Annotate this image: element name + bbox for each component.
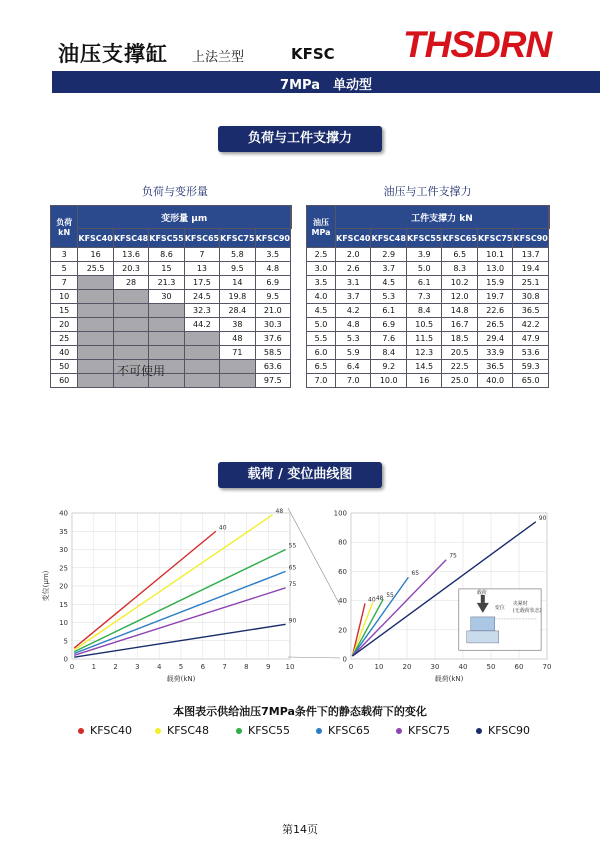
legend-dot-icon [316,728,322,734]
table-cell: 44.2 [184,318,219,332]
table-cell: 33.9 [477,346,512,360]
model-code: KFSC [291,45,335,63]
table-cell: 13.6 [113,248,148,262]
table-cell: 3.9 [406,248,441,262]
table-row [307,346,550,360]
legend-dot-icon [78,728,84,734]
table-row [51,248,292,262]
table-row [307,262,550,276]
left-table-caption: 负荷与变形量 [142,185,208,198]
table-cell: 8.3 [442,262,477,276]
table-row [51,290,292,304]
x-tick-label: 1 [91,663,97,671]
y-tick-label: 40 [59,509,68,518]
table-cell: 13.7 [513,248,548,262]
series-label: 55 [386,592,394,600]
table-cell: 21.0 [255,304,290,318]
table-cell: 2.0 [336,248,371,262]
table-cell: 15.9 [477,276,512,290]
table-row [51,346,292,360]
row-header-cell: 3.0 [307,262,336,276]
table-cell [184,374,219,388]
row-header-cell: 6.5 [307,360,336,374]
series-label: 55 [288,542,297,550]
table-cell: 30.8 [513,290,548,304]
table-cell: 32.3 [184,304,219,318]
column-header: KFSC65 [184,229,219,248]
row-header-cell: 6.0 [307,346,336,360]
table-cell [78,318,113,332]
y-tick-label: 10 [59,619,68,627]
table-cell [220,360,255,374]
table-corner-header [51,206,78,248]
legend-item [155,724,209,737]
table-cell [78,332,113,346]
row-header-cell: 4.0 [307,290,336,304]
y-axis-label: 变位(μm) [42,570,50,602]
table-cell: 11.5 [406,332,441,346]
column-header: KFSC40 [78,229,113,248]
table-cell: 30 [149,290,184,304]
legend-dot-icon [476,728,482,734]
row-header-cell: 3 [51,248,78,262]
legend-label: KFSC55 [248,724,291,737]
table-cell: 8.4 [371,346,406,360]
y-tick-label: 25 [59,564,68,573]
series-label: 75 [449,552,457,560]
x-tick-label: 7 [222,663,227,671]
x-tick-label: 2 [113,663,118,671]
x-tick-label: 0 [69,663,75,671]
table-cell: 2.6 [336,262,371,276]
column-header: KFSC65 [442,229,477,248]
legend-item [236,724,290,737]
chart-note: 本图表示供给油压7MPa条件下的静态载荷下的变化 [173,705,427,718]
y-tick-label: 0 [63,655,68,664]
table-group-header-blank [291,206,292,229]
row-header-cell: 50 [51,360,78,374]
series-label: 65 [411,570,420,578]
table-cell: 18.5 [442,332,477,346]
table-cell: 17.5 [184,276,219,290]
table-cell: 6.5 [442,248,477,262]
legend-item [78,724,132,737]
inset-label-clamp: 夹紧时 [512,600,528,607]
not-usable-label: 不可使用 [117,364,166,378]
table-cell: 65.0 [513,374,548,388]
table-cell: 22.6 [477,304,512,318]
table-cell: 16.7 [442,318,477,332]
table-cell: 10.1 [477,248,512,262]
legend-item [396,724,450,737]
table-cell: 4.8 [336,318,371,332]
series-label: 90 [288,617,297,625]
table-cell: 3.5 [255,248,290,262]
row-header-cell: 60 [51,374,78,388]
table-cell: 24.5 [184,290,219,304]
table-cell: 3.1 [336,276,371,290]
y-tick-label: 0 [342,655,347,664]
table-cell: 97.5 [255,374,290,388]
table-cell: 13 [184,262,219,276]
y-tick-label: 100 [333,509,347,518]
table-cell: 14 [220,276,255,290]
x-tick-label: 5 [178,663,184,671]
table-cell: 8.6 [149,248,184,262]
table-cell: 7 [184,248,219,262]
table-cell [149,318,184,332]
brand-logo: THSDRN [403,24,552,65]
table-cell [149,346,184,360]
table-cell: 2.9 [371,248,406,262]
table-cell: 30.3 [255,318,290,332]
table-cell: 47.9 [513,332,548,346]
legend-label: KFSC75 [408,724,451,737]
table-cell: 7.6 [371,332,406,346]
table-row [307,374,550,388]
x-tick-label: 3 [135,663,140,671]
legend-dot-icon [396,728,402,734]
row-header-cell: 5.0 [307,318,336,332]
x-tick-label: 8 [244,663,249,671]
column-header: KFSC55 [406,229,441,248]
corner-text: 油压 MPa [311,217,331,237]
x-tick-label: 70 [542,663,552,671]
y-tick-label: 35 [59,527,68,536]
table-cell [113,290,148,304]
column-header: KFSC75 [220,229,255,248]
table-cell: 5.8 [220,248,255,262]
table-cell: 37.6 [255,332,290,346]
y-tick-label: 80 [338,538,347,547]
table-row [307,332,550,346]
table-cell: 9.5 [255,290,290,304]
table-cell [220,374,255,388]
section-title-curve: 载荷 / 变位曲线图 [218,462,382,488]
table-cell: 26.5 [477,318,512,332]
table-cell: 14.5 [406,360,441,374]
table-cell [113,318,148,332]
column-header: KFSC90 [255,229,290,248]
legend-dot-icon [155,728,161,734]
column-header: KFSC55 [149,229,184,248]
table-cell: 63.6 [255,360,290,374]
load-displacement-chart-large [325,505,560,685]
table-cell: 14.8 [442,304,477,318]
x-tick-label: 9 [265,663,271,671]
table-cell: 10.2 [442,276,477,290]
table-cell [78,360,113,374]
table-cell: 25.1 [513,276,548,290]
y-tick-label: 20 [338,626,347,635]
table-cell [149,332,184,346]
table-row [51,332,292,346]
row-header-cell: 7 [51,276,78,290]
series-label: 48 [375,595,384,603]
table-cell: 25.0 [442,374,477,388]
table-cell: 5.9 [336,346,371,360]
table-row [51,262,292,276]
table-cell: 16 [78,248,113,262]
corner-text: 负荷 kN [56,217,73,237]
table-row [51,318,292,332]
table-cell [78,374,113,388]
table-cell: 4.2 [336,304,371,318]
column-header: KFSC40 [336,229,371,248]
table-cell [184,360,219,374]
column-header: KFSC90 [513,229,548,248]
x-tick-label: 30 [430,663,440,671]
zoom-connector [285,500,345,670]
table-cell [184,346,219,360]
page-subtitle: 上法兰型 [192,50,245,65]
table-cell: 36.5 [477,360,512,374]
table-cell: 25.5 [78,262,113,276]
legend-item [476,724,530,737]
table-cell [78,304,113,318]
header-bar [52,71,600,93]
legend-dot-icon [236,728,242,734]
row-header-cell: 5.5 [307,332,336,346]
table-group-header: 变形量 μm [78,206,291,229]
row-header-cell: 10 [51,290,78,304]
x-tick-label: 20 [402,663,412,671]
x-tick-label: 40 [458,663,468,671]
table-cell: 12.0 [442,290,477,304]
series-label: 65 [288,564,297,572]
legend-label: KFSC48 [167,724,210,737]
legend-label: KFSC90 [488,724,531,737]
table-cell: 22.5 [442,360,477,374]
table-cell: 59.3 [513,360,548,374]
table-cell: 58.5 [255,346,290,360]
x-tick-label: 6 [200,663,206,671]
table-row [51,304,292,318]
table-cell: 40.0 [477,374,512,388]
table-cell: 53.6 [513,346,548,360]
series-label: 90 [538,514,547,522]
table-cell: 19.4 [513,262,548,276]
table-cell: 13.0 [477,262,512,276]
load-displacement-chart-small [40,505,305,685]
row-header-cell: 4.5 [307,304,336,318]
table-cell: 5.3 [371,290,406,304]
table-cell: 20.5 [442,346,477,360]
table-cell: 19.7 [477,290,512,304]
column-header: KFSC48 [113,229,148,248]
table-cell: 7.3 [406,290,441,304]
column-header: KFSC75 [477,229,512,248]
table-group-header-blank [548,206,549,229]
x-tick-label: 0 [348,663,354,671]
table-cell [78,346,113,360]
table-corner-header [307,206,336,248]
load-deformation-table [50,205,292,388]
table-cell: 6.9 [255,276,290,290]
table-cell: 3.7 [336,290,371,304]
table-row [51,276,292,290]
table-cell [184,332,219,346]
row-header-cell: 25 [51,332,78,346]
table-cell: 36.5 [513,304,548,318]
table-cell: 6.4 [336,360,371,374]
column-header: KFSC48 [371,229,406,248]
header-bar-text: 7MPa 单动型 [280,78,372,93]
table-cell: 48 [220,332,255,346]
table-cell: 9.5 [220,262,255,276]
y-tick-label: 5 [63,637,68,646]
series-label: 40 [368,596,376,604]
table-cell [113,304,148,318]
table-cell [78,290,113,304]
table-cell: 6.1 [371,304,406,318]
legend-label: KFSC40 [90,724,133,737]
table-row [307,290,550,304]
table-cell: 4.5 [371,276,406,290]
table-cell: 5.3 [336,332,371,346]
right-table-caption: 油压与工件支撑力 [383,185,472,198]
table-cell [78,276,113,290]
row-header-cell: 40 [51,346,78,360]
table-row [307,248,550,262]
page-title: 油压支撑缸 [58,42,168,66]
table-cell: 20.3 [113,262,148,276]
table-row [307,304,550,318]
y-tick-label: 40 [338,597,347,606]
series-label: 75 [288,580,297,588]
table-cell: 4.8 [255,262,290,276]
x-tick-label: 60 [514,663,524,671]
legend-label: KFSC65 [328,724,371,737]
x-axis-label: 载荷(kN) [166,675,196,683]
x-tick-label: 10 [374,663,384,671]
table-cell: 10.0 [371,374,406,388]
table-cell: 28.4 [220,304,255,318]
x-axis-label: 载荷(kN) [434,675,464,683]
row-header-cell: 15 [51,304,78,318]
table-group-header: 工件支撑力 kN [336,206,549,229]
table-cell: 15 [149,262,184,276]
row-header-cell: 20 [51,318,78,332]
pressure-support-table [306,205,550,388]
page-number: 第14页 [282,823,318,836]
table-cell [113,332,148,346]
table-cell: 28 [113,276,148,290]
table-cell: 29.4 [477,332,512,346]
table-cell: 21.3 [149,276,184,290]
cylinder-illustration [471,617,495,631]
table-cell [113,346,148,360]
section-title-load-support: 负荷与工件支撑力 [218,126,382,152]
inset-label-load: 载荷 [476,589,487,596]
table-cell: 10.5 [406,318,441,332]
row-header-cell: 2.5 [307,248,336,262]
y-tick-label: 60 [338,567,347,576]
table-row [51,374,292,388]
inset-label-displacement: 变位 [494,604,505,611]
table-cell: 12.3 [406,346,441,360]
table-row [307,276,550,290]
series-label: 48 [275,507,284,515]
table-row [307,318,550,332]
table-cell: 6.9 [371,318,406,332]
series-label: 40 [218,524,227,532]
y-tick-label: 30 [59,546,68,554]
load-arrow-shaft [481,595,485,603]
x-tick-label: 50 [486,663,496,671]
x-tick-label: 10 [285,663,295,671]
table-cell: 3.7 [371,262,406,276]
inset-label-clamp: (无载荷状态) [512,607,542,614]
table-cell: 19.8 [220,290,255,304]
cylinder-body [467,631,499,643]
table-cell: 7.0 [336,374,371,388]
table-cell: 8.4 [406,304,441,318]
table-cell: 42.2 [513,318,548,332]
x-tick-label: 4 [156,663,162,671]
row-header-cell: 5 [51,262,78,276]
row-header-cell: 3.5 [307,276,336,290]
table-cell: 38 [220,318,255,332]
table-cell: 6.1 [406,276,441,290]
y-tick-label: 15 [59,600,68,609]
row-header-cell: 7.0 [307,374,336,388]
table-row [51,360,292,374]
table-cell [149,304,184,318]
table-cell: 5.0 [406,262,441,276]
table-cell: 71 [220,346,255,360]
table-cell: 16 [406,374,441,388]
table-row [307,360,550,374]
y-tick-label: 20 [59,582,68,591]
table-cell: 9.2 [371,360,406,374]
legend-item [316,724,370,737]
